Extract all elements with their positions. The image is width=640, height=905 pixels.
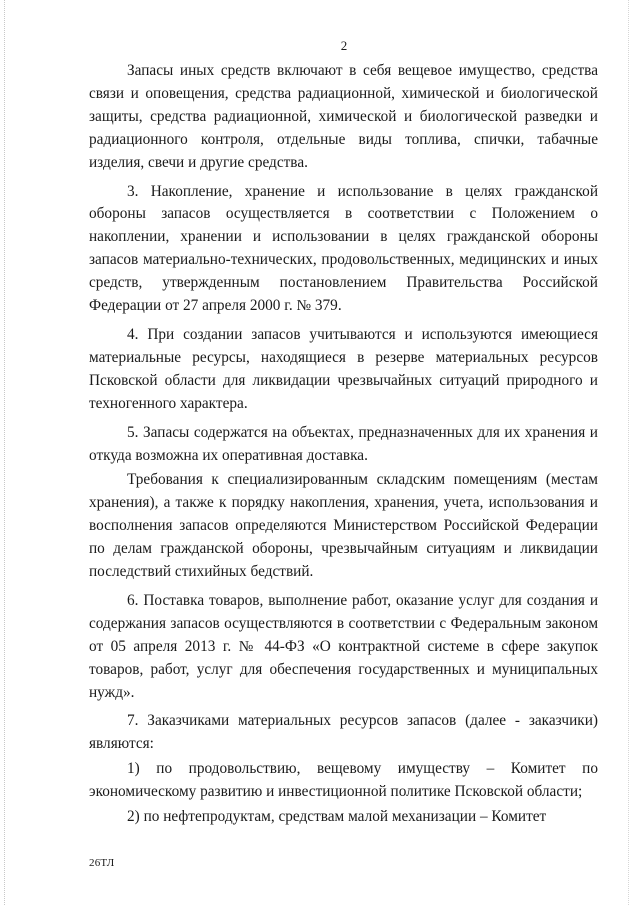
paragraph-item-6: 6. Поставка товаров, выполнение работ, оказание услуг для создания и содержания запасов осуществляются в соответствии с Федеральным законом от 05 апреля 2013 г. № 44-ФЗ «О контрактной системе в сфере закупок товаров, работ, услуг для обеспечения государственных и муниципальных нужд». [89, 591, 598, 701]
paragraph-storage-requirements: Требования к специализированным складским помещениям (местам хранения), а также к порядку накопления, хранения, учета, использования и восполнения запасов определяются Министерством Российской Федерации по делам гражданской обороны, чрезвычайным ситуациям и ликвидации последствий стихийных бедствий. [89, 471, 598, 581]
paragraph-item-3: 3. Накопление, хранение и использование в целях гражданской обороны запасов осуществляется в соответствии с Положением о накоплении, хранении и использовании в целях гражданской обороны запасов материально-технических, продовольственных, медицинских и иных средств, утвержденным постановлением Правительства Российской Федерации от 27 апреля 2000 г. № 379. [89, 182, 598, 315]
paragraph-item-7: 7. Заказчиками материальных ресурсов запасов (далее - заказчики) являются: [89, 712, 598, 753]
scan-right-edge [628, 0, 630, 905]
paragraph-subitem-1: 1) по продовольствию, вещевому имуществу – Комитет по экономическому развитию и инвестиционной политике Псковской области; [89, 760, 598, 801]
paragraph-item-4: 4. При создании запасов учитываются и используются имеющиеся материальные ресурсы, находящиеся в резерве материальных ресурсов Псковской области для ликвидации чрезвычайных ситуаций природного и техногенного характера. [89, 325, 598, 412]
document-body [89, 60, 598, 835]
paragraph-item-5: 5. Запасы содержатся на объектах, предназначенных для их хранения и откуда возможна их оперативная доставка. [89, 423, 598, 464]
paragraph-other-supplies: Запасы иных средств включают в себя вещевое имущество, средства связи и оповещения, средства радиационной, химической и биологической защиты, средства радиационной, химической и биологической разведки и радиационного контроля, отдельные виды топлива, спички, табачные изделия, свечи и другие средства. [89, 62, 598, 171]
page-number: 2 [340, 38, 348, 53]
paragraph-subitem-2: 2) по нефтепродуктам, средствам малой механизации – Комитет [127, 808, 547, 826]
scan-left-edge [4, 0, 6, 905]
document-code: 26ТЛ [89, 857, 115, 869]
